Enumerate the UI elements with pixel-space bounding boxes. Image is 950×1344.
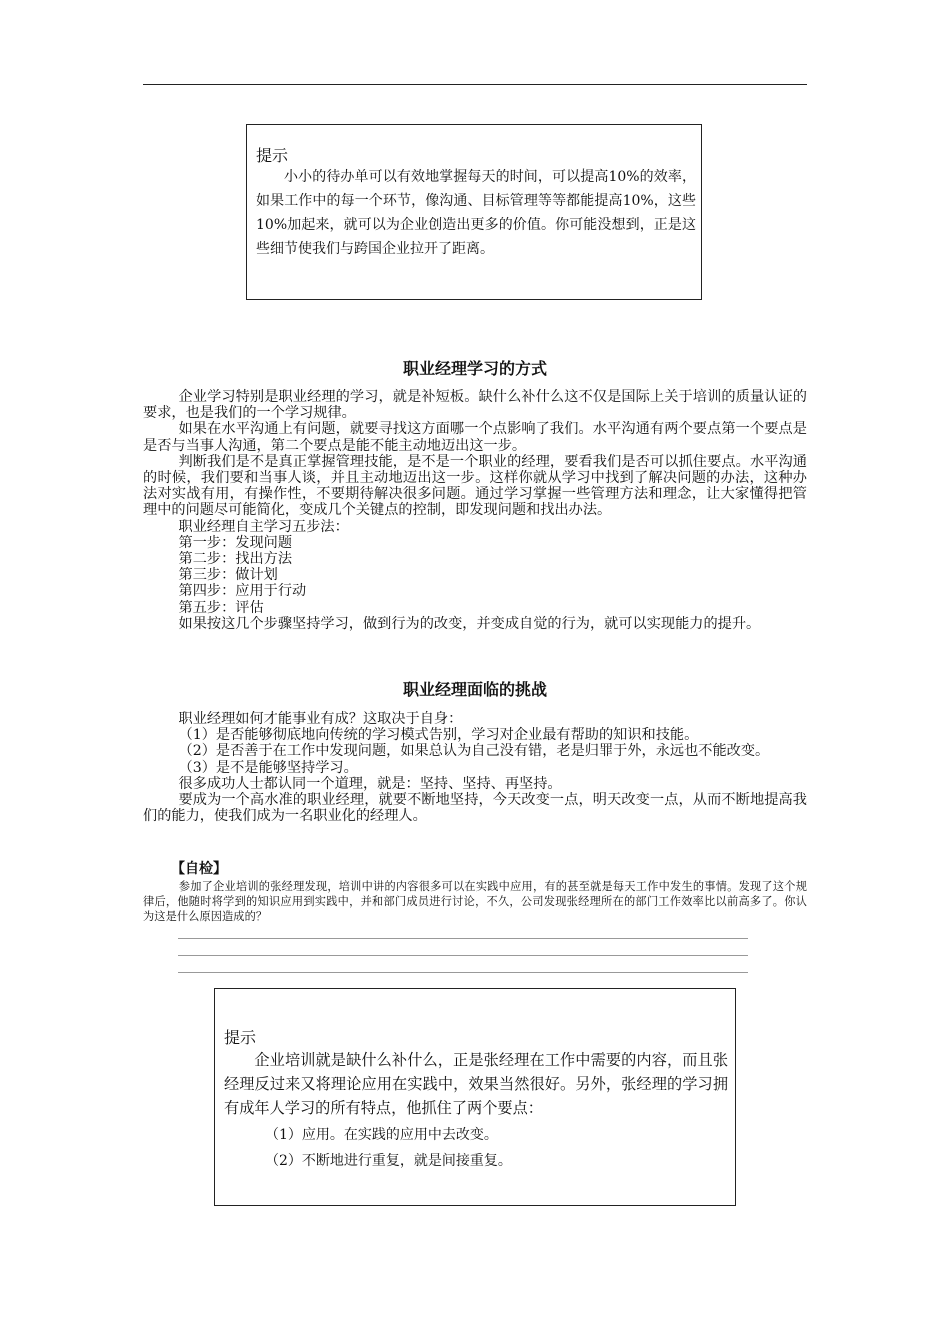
paragraph: 企业学习特别是职业经理的学习，就是补短板。缺什么补什么这不仅是国际上关于培训的质量认证的要求，也是我们的一个学习规律。 <box>143 389 807 422</box>
paragraph: 如果按这几个步骤坚持学习，做到行为的改变，并变成自觉的行为，就可以实现能力的提升。 <box>178 615 761 632</box>
step-item: 第一步：发现问题 <box>178 534 293 551</box>
paragraph: 很多成功人士都认同一个道理，就是：坚持、坚持、再坚持。 <box>178 775 562 792</box>
self-check <box>143 861 807 924</box>
step-item: 第五步：评估 <box>178 599 264 616</box>
tip-box-2-body: 企业培训就是缺什么补什么，正是张经理在工作中需要的内容，而且张经理反过来又将理论应用在实践中，效果当然很好。另外，张经理的学习拥有成年人学习的所有特点，他抓住了两个要点： <box>224 1051 728 1117</box>
tip-point-1: （1）应用。在实践的应用中去改变。 <box>265 1127 498 1143</box>
tip-box-1 <box>246 124 702 300</box>
paragraph: 要成为一个高水准的职业经理，就要不断地坚持，今天改变一点，明天改变一点，从而不断地提高我们的能力，使我们成为一名职业化的经理人。 <box>143 792 807 825</box>
paragraph: （2）是否善于在工作中发现问题，如果总认为自己没有错，老是归罪于外，永远也不能改变。 <box>178 743 770 760</box>
tip-box-2 <box>214 988 736 1206</box>
header-rule <box>143 84 807 85</box>
section-challenge-body <box>143 711 807 824</box>
section-learning-body <box>143 389 807 632</box>
paragraph: 判断我们是不是真正掌握管理技能，是不是一个职业的经理，要看我们是否可以抓住要点。水平沟通的时候，我们要和当事人谈，并且主动地迈出这一步。这样你就从学习中找到了解决问题的办法，这种办法对实战有用，有操作性，不要期待解决很多问题。通过学习掌握一些管理方法和理念，让大家懂得把管理中的问题尽可能简化，变成几个关键点的控制，即发现问题和找出办法。 <box>143 453 807 519</box>
section-heading-learning: 职业经理学习的方式 <box>402 359 547 378</box>
self-check-question: 参加了企业培训的张经理发现，培训中讲的内容很多可以在实践中应用，有的甚至就是每天工作中发生的事情。发现了这个规律后，他随时将学到的知识应用到实践中，并和部门成员进行讨论，不久，公司发现张经理所在的部门工作效率比以前高多了。你认为这是什么原因造成的？ <box>143 880 807 923</box>
step-item: 第三步：做计划 <box>178 567 278 584</box>
paragraph: 如果在水平沟通上有问题，就要寻找这方面哪一个点影响了我们。水平沟通有两个要点第一个要点是是否与当事人沟通，第二个要点是能不能主动地迈出这一步。 <box>143 421 807 454</box>
answer-line[interactable] <box>178 938 748 939</box>
step-item: 第四步：应用于行动 <box>178 583 307 600</box>
answer-line[interactable] <box>178 955 748 956</box>
paragraph: 职业经理自主学习五步法： <box>178 518 349 535</box>
tip-box-1-title: 提示 <box>256 146 289 165</box>
paragraph: 职业经理如何才能事业有成？这取决于自身： <box>178 711 463 727</box>
step-item: 第二步：找出方法 <box>178 551 293 568</box>
self-check-label: 【自检】 <box>171 861 227 877</box>
tip-point-2: （2）不断地进行重复，就是间接重复。 <box>265 1153 512 1169</box>
tip-box-2-title: 提示 <box>224 1028 257 1047</box>
paragraph: （3）是不是能够坚持学习。 <box>178 759 358 776</box>
paragraph: （1）是否能够彻底地向传统的学习模式告别，学习对企业最有帮助的知识和技能。 <box>178 727 699 744</box>
section-heading-challenge: 职业经理面临的挑战 <box>402 680 547 699</box>
tip-box-1-body: 小小的待办单可以有效地掌握每天的时间，可以提高10%的效率，如果工作中的每一个环节，像沟通、目标管理等等都能提高10%，这些10%加起来，就可以为企业创造出更多的价值。你可能没想到，正是这些细节使我们与跨国企业拉开了距离。 <box>256 169 696 257</box>
answer-line[interactable] <box>178 972 748 973</box>
